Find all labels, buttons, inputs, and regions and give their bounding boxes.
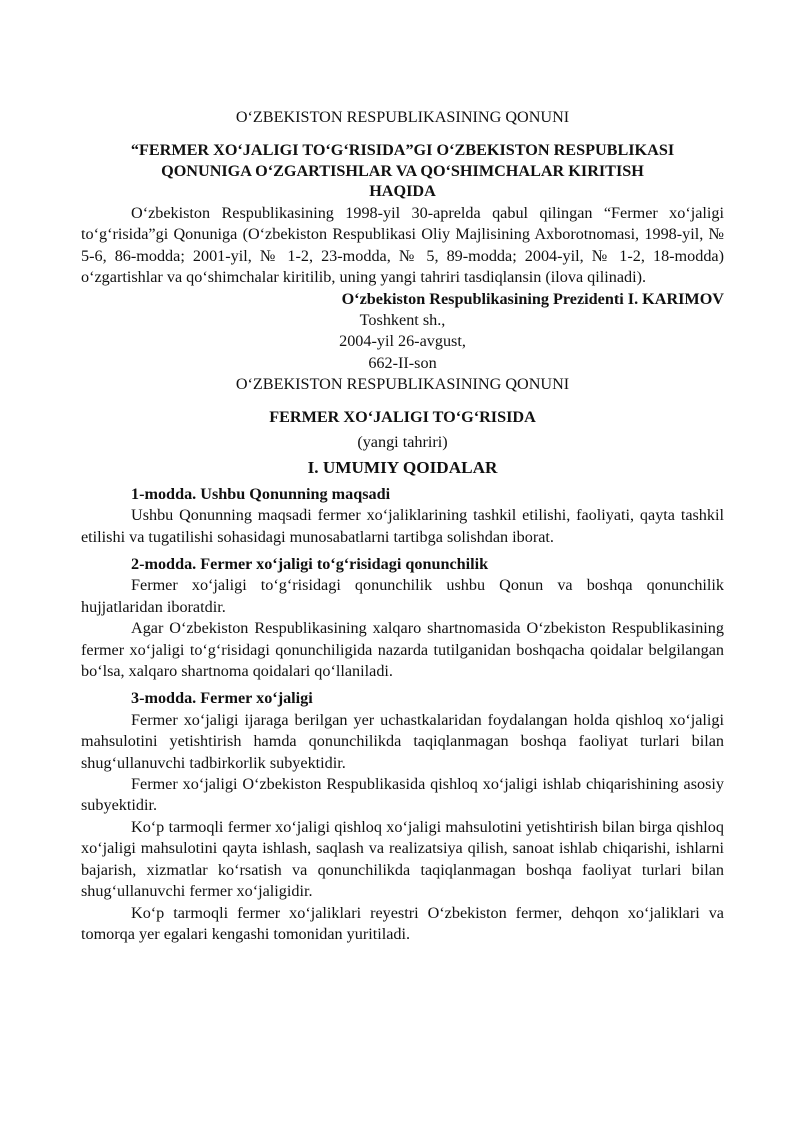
president-signature: O‘zbekiston Respublikasining Prezidenti I. KARIMOV	[341, 289, 724, 308]
law-label-2: O‘ZBEKISTON RESPUBLIKASINING QONUNI	[235, 375, 570, 394]
law-title	[81, 140, 724, 202]
law-title-line-1: “FERMER XO‘JALIGI TO‘G‘RISIDA”GI O‘ZBEKISTON RESPUBLIKASI	[130, 141, 675, 160]
article-heading: 3-modda. Fermer xo‘jaligi	[131, 689, 313, 708]
law-title-line-2: QONUNIGA O‘ZGARTISHLAR VA QO‘SHIMCHALAR KIRITISH	[161, 161, 644, 180]
law-title-2: FERMER XO‘JALIGI TO‘G‘RISIDA	[269, 407, 536, 426]
article-paragraph: Ko‘p tarmoqli fermer xo‘jaligi qishloq xo‘jaligi mahsulotini yetishtirish bilan birga qishloq xo‘jaligi mahsulotini qayta ishlash, saqlash va realizatsiya qilish, sanoat ishlab chiqarishi, ishlarni bajarish, xizmatlar ko‘rsatish va qonunchilikda taqiqlanmagan boshqa faoliyat turlari bilan shug‘ullanuvchi fermer xo‘jaligidir.	[81, 817, 724, 901]
law-title-line-3: HAQIDA	[369, 182, 436, 201]
document-page	[81, 100, 724, 945]
place-date: 2004-yil 26-avgust,	[339, 332, 466, 351]
article-2	[81, 554, 724, 682]
chapter-heading: I. UMUMIY QOIDALAR	[307, 458, 498, 478]
article-paragraph: Agar O‘zbekiston Respublikasining xalqaro shartnomasida O‘zbekiston Respublikasining fermer xo‘jaligi to‘g‘risidagi qonunchiligida nazarda tutilganidan boshqacha qoidalar belgilangan bo‘lsa, xalqaro shartnoma qoidalari qo‘llaniladi.	[81, 619, 724, 681]
article-paragraph: Fermer xo‘jaligi to‘g‘risidagi qonunchilik ushbu Qonun va boshqa qonunchilik hujjatlaridan iboratdir.	[81, 576, 724, 616]
article-paragraph: Fermer xo‘jaligi O‘zbekiston Respublikasida qishloq xo‘jaligi ishlab chiqarishining asosiy subyektidir.	[81, 775, 724, 815]
preamble-paragraph: O‘zbekiston Respublikasining 1998-yil 30-aprelda qabul qilingan “Fermer xo‘jaligi to‘g‘risida”gi Qonuniga (O‘zbekiston Respublikasi Oliy Majlisining Axborotnomasi, 1998-yil, № 5-6, 86-modda; 2001-yil, № 1-2, 23-modda, № 5, 89-modda; 2004-yil, № 1-2, 18-modda) o‘zgartishlar va qo‘shimchalar kiritilib, uning yangi tahriri tasdiqlansin (ilova qilinadi).	[81, 203, 724, 287]
law-label: O‘ZBEKISTON RESPUBLIKASINING QONUNI	[235, 108, 570, 126]
article-paragraph: Ko‘p tarmoqli fermer xo‘jaliklari reyestri O‘zbekiston fermer, dehqon xo‘jaliklari va tomorqa yer egalari kengashi tomonidan yuritiladi.	[81, 903, 724, 943]
article-3	[81, 688, 724, 945]
document-number: 662-II-son	[368, 353, 437, 372]
place-date-block	[81, 310, 724, 374]
law-subtitle: (yangi tahriri)	[357, 432, 448, 451]
article-heading: 1-modda. Ushbu Qonunning maqsadi	[131, 484, 391, 503]
article-paragraph: Ushbu Qonunning maqsadi fermer xo‘jaliklarining tashkil etilishi, faoliyati, qayta tashkil etilishi va tugatilishi sohasidagi munosabatlarni tartibga solishdan iborat.	[81, 506, 724, 546]
article-1	[81, 484, 724, 548]
article-paragraph: Fermer xo‘jaligi ijaraga berilgan yer uchastkalaridan foydalangan holda qishloq xo‘jaligi mahsulotini yetishtirish hamda qonunchilikda taqiqlanmagan boshqa faoliyat turlari bilan shug‘ullanuvchi tadbirkorlik subyektidir.	[81, 710, 724, 772]
article-heading: 2-modda. Fermer xo‘jaligi to‘g‘risidagi qonunchilik	[131, 555, 489, 573]
place-city: Toshkent sh.,	[359, 310, 446, 329]
